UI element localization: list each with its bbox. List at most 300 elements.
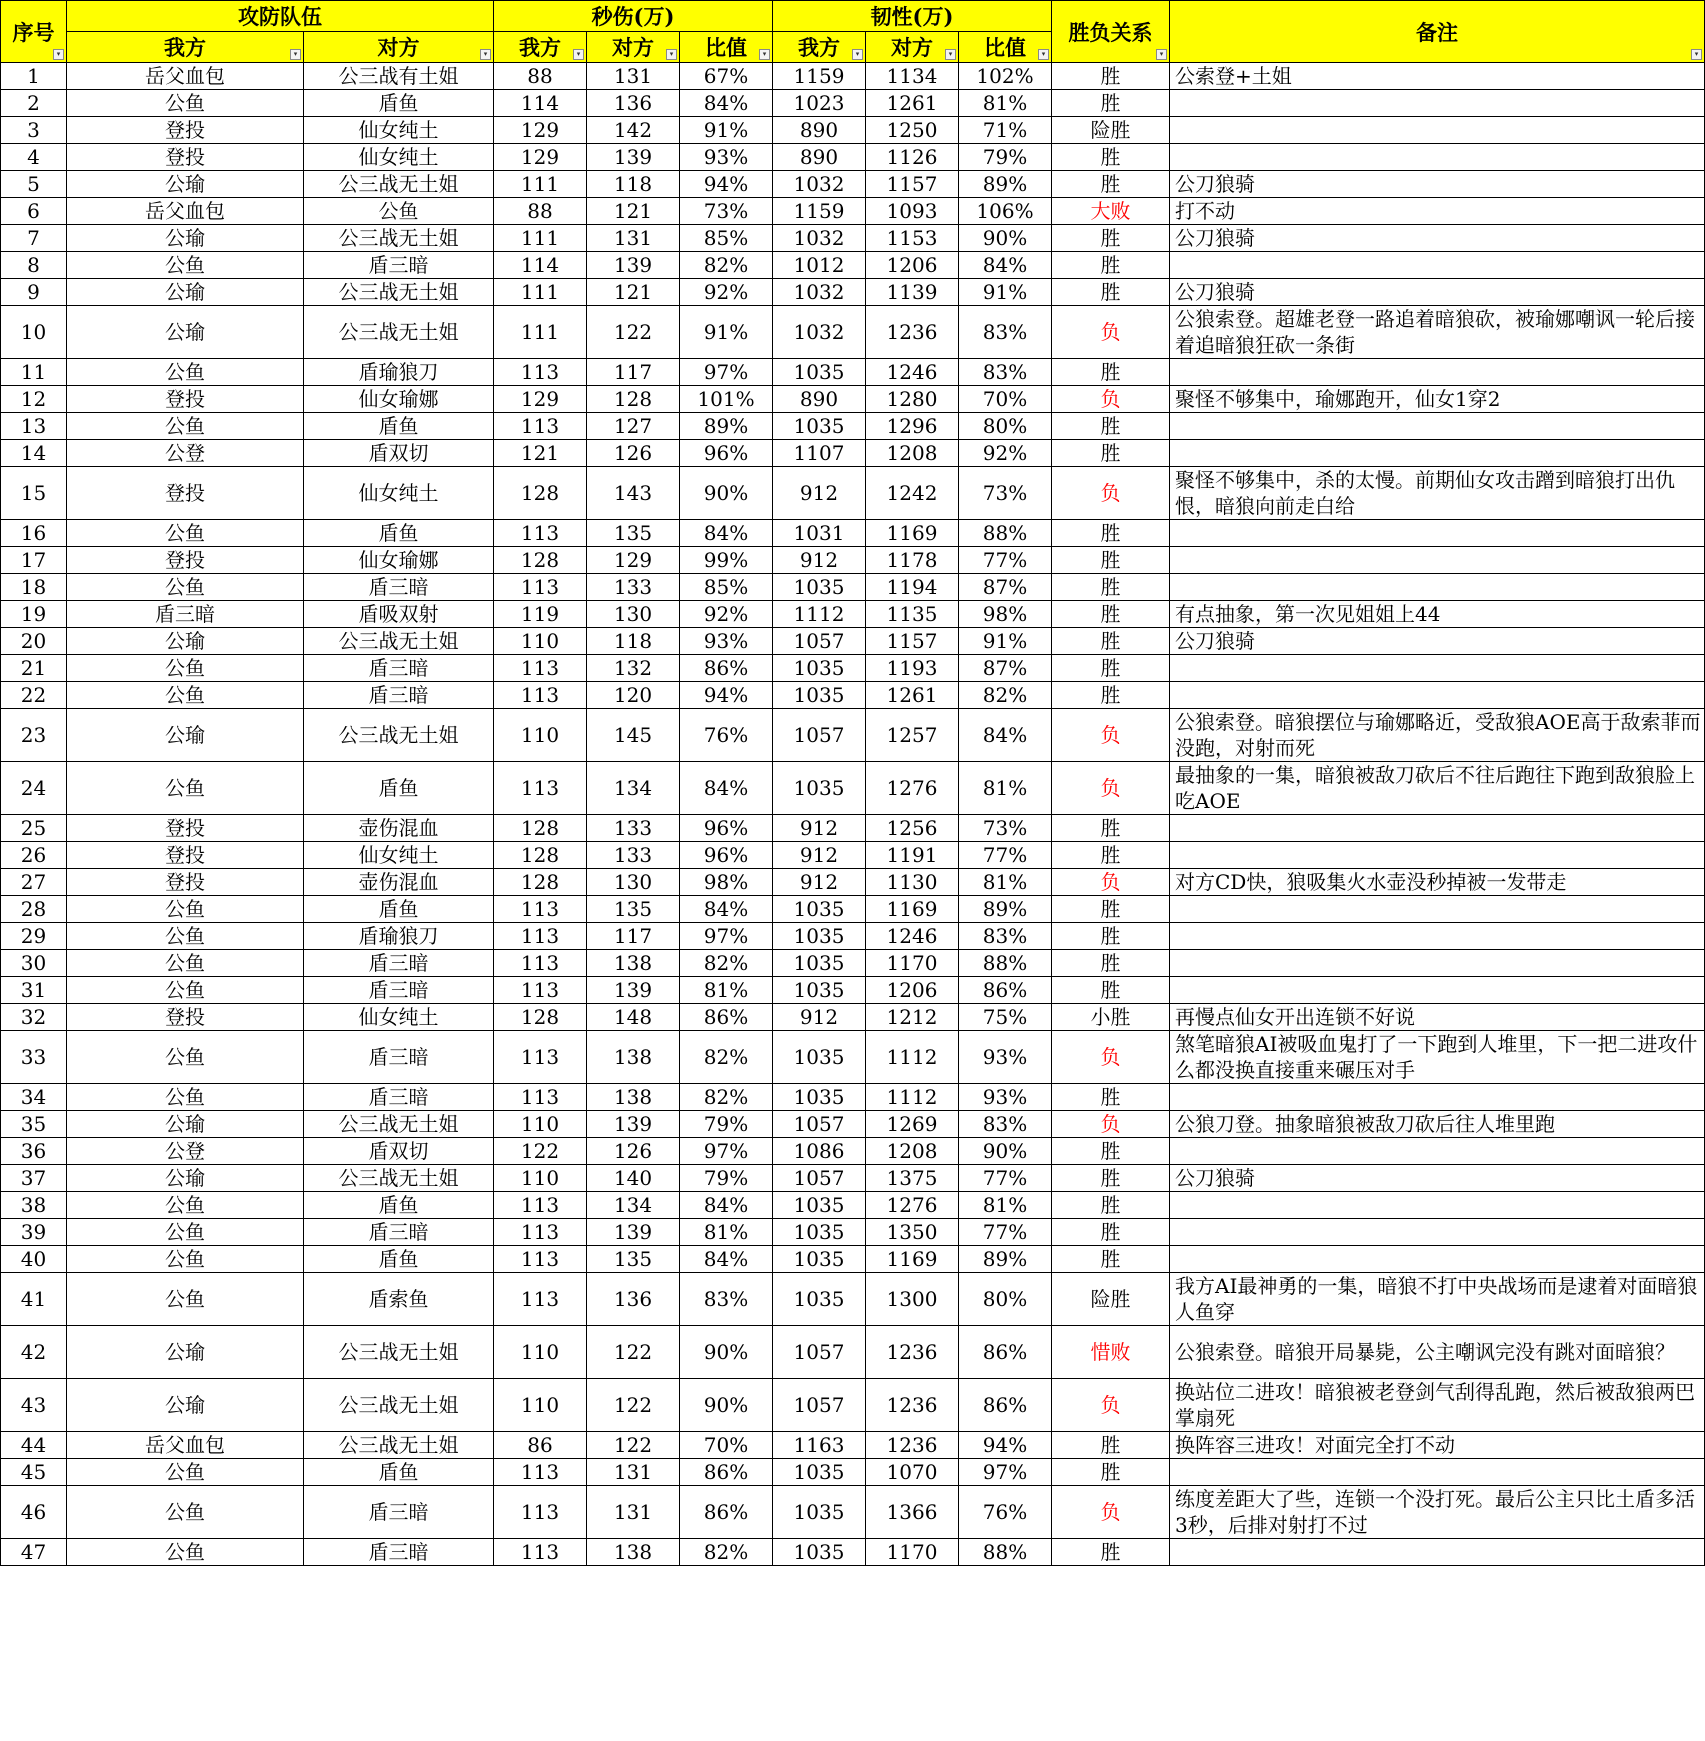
cell-index[interactable]: 1 (1, 63, 67, 90)
cell-enemy-dps[interactable]: 138 (587, 1539, 680, 1566)
cell-dps-ratio[interactable]: 79% (680, 1165, 773, 1192)
cell-my-dps[interactable]: 128 (494, 869, 587, 896)
cell-dps-ratio[interactable]: 90% (680, 467, 773, 520)
cell-enemy-toughness[interactable]: 1296 (866, 413, 959, 440)
cell-result[interactable]: 大败 (1052, 198, 1170, 225)
cell-my-dps[interactable]: 113 (494, 1459, 587, 1486)
cell-dps-ratio[interactable]: 81% (680, 977, 773, 1004)
cell-my-team[interactable]: 公鱼 (67, 520, 304, 547)
cell-result[interactable]: 胜 (1052, 413, 1170, 440)
cell-index[interactable]: 15 (1, 467, 67, 520)
cell-result[interactable]: 胜 (1052, 574, 1170, 601)
cell-enemy-dps[interactable]: 139 (587, 144, 680, 171)
header-tough-theirs[interactable]: 对方 ▾ (866, 32, 959, 63)
cell-enemy-dps[interactable]: 138 (587, 950, 680, 977)
cell-my-team[interactable]: 岳父血包 (67, 63, 304, 90)
cell-dps-ratio[interactable]: 96% (680, 815, 773, 842)
cell-my-team[interactable]: 岳父血包 (67, 1432, 304, 1459)
cell-enemy-toughness[interactable]: 1280 (866, 386, 959, 413)
cell-dps-ratio[interactable]: 70% (680, 1432, 773, 1459)
cell-enemy-team[interactable]: 盾三暗 (304, 1219, 494, 1246)
cell-enemy-toughness[interactable]: 1208 (866, 440, 959, 467)
cell-toughness-ratio[interactable]: 87% (959, 574, 1052, 601)
cell-index[interactable]: 43 (1, 1379, 67, 1432)
cell-my-team[interactable]: 登投 (67, 842, 304, 869)
cell-index[interactable]: 38 (1, 1192, 67, 1219)
cell-enemy-dps[interactable]: 135 (587, 896, 680, 923)
cell-enemy-toughness[interactable]: 1093 (866, 198, 959, 225)
cell-my-dps[interactable]: 86 (494, 1432, 587, 1459)
header-tough-ratio[interactable]: 比值 ▾ (959, 32, 1052, 63)
cell-my-toughness[interactable]: 1086 (773, 1138, 866, 1165)
cell-toughness-ratio[interactable]: 98% (959, 601, 1052, 628)
cell-my-team[interactable]: 公瑜 (67, 1326, 304, 1379)
cell-my-dps[interactable]: 113 (494, 359, 587, 386)
cell-enemy-team[interactable]: 盾双切 (304, 440, 494, 467)
cell-dps-ratio[interactable]: 96% (680, 842, 773, 869)
cell-enemy-toughness[interactable]: 1261 (866, 90, 959, 117)
cell-toughness-ratio[interactable]: 90% (959, 1138, 1052, 1165)
cell-result[interactable]: 胜 (1052, 950, 1170, 977)
cell-my-toughness[interactable]: 1035 (773, 1084, 866, 1111)
cell-my-team[interactable]: 登投 (67, 144, 304, 171)
cell-toughness-ratio[interactable]: 81% (959, 869, 1052, 896)
cell-result[interactable]: 胜 (1052, 144, 1170, 171)
cell-dps-ratio[interactable]: 86% (680, 1486, 773, 1539)
cell-enemy-dps[interactable]: 139 (587, 1219, 680, 1246)
cell-index[interactable]: 19 (1, 601, 67, 628)
cell-note[interactable]: 聚怪不够集中，杀的太慢。前期仙女攻击蹭到暗狼打出仇恨，暗狼向前走白给 (1170, 467, 1705, 520)
cell-result[interactable]: 胜 (1052, 682, 1170, 709)
cell-enemy-dps[interactable]: 139 (587, 977, 680, 1004)
cell-note[interactable] (1170, 90, 1705, 117)
cell-index[interactable]: 28 (1, 896, 67, 923)
cell-note[interactable] (1170, 440, 1705, 467)
cell-enemy-team[interactable]: 仙女瑜娜 (304, 547, 494, 574)
cell-toughness-ratio[interactable]: 81% (959, 762, 1052, 815)
cell-enemy-team[interactable]: 公三战无土姐 (304, 225, 494, 252)
cell-note[interactable] (1170, 842, 1705, 869)
cell-note[interactable]: 换阵容三进攻！对面完全打不动 (1170, 1432, 1705, 1459)
cell-enemy-dps[interactable]: 127 (587, 413, 680, 440)
cell-dps-ratio[interactable]: 97% (680, 359, 773, 386)
cell-my-toughness[interactable]: 1023 (773, 90, 866, 117)
cell-my-team[interactable]: 公鱼 (67, 1246, 304, 1273)
cell-note[interactable] (1170, 413, 1705, 440)
cell-index[interactable]: 18 (1, 574, 67, 601)
cell-my-team[interactable]: 登投 (67, 386, 304, 413)
cell-my-dps[interactable]: 113 (494, 1031, 587, 1084)
cell-enemy-team[interactable]: 盾双切 (304, 1138, 494, 1165)
cell-enemy-dps[interactable]: 131 (587, 1486, 680, 1539)
cell-enemy-toughness[interactable]: 1242 (866, 467, 959, 520)
filter-dropdown-icon[interactable]: ▾ (573, 49, 584, 60)
cell-my-team[interactable]: 公瑜 (67, 171, 304, 198)
cell-index[interactable]: 5 (1, 171, 67, 198)
cell-note[interactable]: 公刀狼骑 (1170, 628, 1705, 655)
cell-enemy-dps[interactable]: 129 (587, 547, 680, 574)
cell-my-team[interactable]: 公瑜 (67, 709, 304, 762)
cell-enemy-toughness[interactable]: 1112 (866, 1084, 959, 1111)
cell-index[interactable]: 20 (1, 628, 67, 655)
cell-my-toughness[interactable]: 1107 (773, 440, 866, 467)
filter-dropdown-icon[interactable]: ▾ (759, 49, 770, 60)
cell-my-team[interactable]: 公瑜 (67, 1379, 304, 1432)
cell-dps-ratio[interactable]: 86% (680, 655, 773, 682)
cell-my-toughness[interactable]: 1035 (773, 359, 866, 386)
cell-note[interactable]: 最抽象的一集，暗狼被敌刀砍后不往后跑往下跑到敌狼脸上吃AOE (1170, 762, 1705, 815)
cell-index[interactable]: 35 (1, 1111, 67, 1138)
cell-my-team[interactable]: 公鱼 (67, 1486, 304, 1539)
cell-enemy-dps[interactable]: 138 (587, 1084, 680, 1111)
cell-enemy-toughness[interactable]: 1112 (866, 1031, 959, 1084)
cell-my-toughness[interactable]: 1032 (773, 279, 866, 306)
cell-index[interactable]: 4 (1, 144, 67, 171)
cell-enemy-toughness[interactable]: 1194 (866, 574, 959, 601)
cell-my-team[interactable]: 公鱼 (67, 1031, 304, 1084)
cell-dps-ratio[interactable]: 81% (680, 1219, 773, 1246)
cell-enemy-team[interactable]: 盾鱼 (304, 1246, 494, 1273)
cell-my-toughness[interactable]: 1057 (773, 1111, 866, 1138)
cell-toughness-ratio[interactable]: 83% (959, 359, 1052, 386)
cell-result[interactable]: 负 (1052, 386, 1170, 413)
cell-note[interactable]: 换站位二进攻！暗狼被老登剑气刮得乱跑，然后被敌狼两巴掌扇死 (1170, 1379, 1705, 1432)
cell-toughness-ratio[interactable]: 91% (959, 279, 1052, 306)
cell-enemy-team[interactable]: 盾鱼 (304, 413, 494, 440)
cell-enemy-team[interactable]: 仙女纯土 (304, 467, 494, 520)
cell-index[interactable]: 16 (1, 520, 67, 547)
cell-index[interactable]: 8 (1, 252, 67, 279)
cell-index[interactable]: 36 (1, 1138, 67, 1165)
cell-my-dps[interactable]: 113 (494, 520, 587, 547)
cell-dps-ratio[interactable]: 84% (680, 896, 773, 923)
cell-index[interactable]: 14 (1, 440, 67, 467)
cell-toughness-ratio[interactable]: 89% (959, 1246, 1052, 1273)
cell-my-dps[interactable]: 114 (494, 90, 587, 117)
cell-my-toughness[interactable]: 912 (773, 1004, 866, 1031)
cell-my-toughness[interactable]: 912 (773, 547, 866, 574)
cell-dps-ratio[interactable]: 96% (680, 440, 773, 467)
cell-my-team[interactable]: 登投 (67, 869, 304, 896)
cell-enemy-toughness[interactable]: 1300 (866, 1273, 959, 1326)
cell-enemy-dps[interactable]: 128 (587, 386, 680, 413)
cell-dps-ratio[interactable]: 84% (680, 1192, 773, 1219)
cell-toughness-ratio[interactable]: 84% (959, 709, 1052, 762)
cell-my-toughness[interactable]: 1031 (773, 520, 866, 547)
cell-my-toughness[interactable]: 1057 (773, 1326, 866, 1379)
cell-enemy-toughness[interactable]: 1157 (866, 171, 959, 198)
cell-my-toughness[interactable]: 912 (773, 815, 866, 842)
cell-my-toughness[interactable]: 1012 (773, 252, 866, 279)
cell-enemy-toughness[interactable]: 1169 (866, 1246, 959, 1273)
cell-enemy-toughness[interactable]: 1170 (866, 1539, 959, 1566)
cell-enemy-toughness[interactable]: 1246 (866, 923, 959, 950)
cell-dps-ratio[interactable]: 85% (680, 574, 773, 601)
cell-toughness-ratio[interactable]: 89% (959, 896, 1052, 923)
cell-enemy-toughness[interactable]: 1206 (866, 977, 959, 1004)
cell-dps-ratio[interactable]: 92% (680, 601, 773, 628)
cell-index[interactable]: 30 (1, 950, 67, 977)
cell-enemy-team[interactable]: 仙女瑜娜 (304, 386, 494, 413)
cell-result[interactable]: 胜 (1052, 359, 1170, 386)
cell-note[interactable]: 公索登+土姐 (1170, 63, 1705, 90)
cell-my-toughness[interactable]: 1035 (773, 896, 866, 923)
cell-dps-ratio[interactable]: 97% (680, 923, 773, 950)
cell-my-dps[interactable]: 111 (494, 225, 587, 252)
cell-enemy-team[interactable]: 仙女纯土 (304, 144, 494, 171)
cell-enemy-dps[interactable]: 136 (587, 1273, 680, 1326)
cell-enemy-dps[interactable]: 148 (587, 1004, 680, 1031)
cell-note[interactable] (1170, 655, 1705, 682)
cell-index[interactable]: 33 (1, 1031, 67, 1084)
cell-my-team[interactable]: 公鱼 (67, 252, 304, 279)
cell-index[interactable]: 9 (1, 279, 67, 306)
cell-my-toughness[interactable]: 1035 (773, 1273, 866, 1326)
cell-enemy-toughness[interactable]: 1246 (866, 359, 959, 386)
cell-enemy-dps[interactable]: 117 (587, 359, 680, 386)
cell-enemy-toughness[interactable]: 1366 (866, 1486, 959, 1539)
cell-my-toughness[interactable]: 1057 (773, 1379, 866, 1432)
cell-my-team[interactable]: 公鱼 (67, 896, 304, 923)
cell-note[interactable]: 公刀狼骑 (1170, 279, 1705, 306)
cell-index[interactable]: 40 (1, 1246, 67, 1273)
cell-toughness-ratio[interactable]: 81% (959, 1192, 1052, 1219)
cell-my-team[interactable]: 公鱼 (67, 1219, 304, 1246)
cell-my-toughness[interactable]: 912 (773, 842, 866, 869)
cell-dps-ratio[interactable]: 89% (680, 413, 773, 440)
cell-my-team[interactable]: 公鱼 (67, 1192, 304, 1219)
cell-enemy-dps[interactable]: 131 (587, 63, 680, 90)
cell-result[interactable]: 胜 (1052, 1084, 1170, 1111)
cell-enemy-team[interactable]: 仙女纯土 (304, 842, 494, 869)
cell-result[interactable]: 胜 (1052, 63, 1170, 90)
filter-dropdown-icon[interactable]: ▾ (290, 49, 301, 60)
cell-toughness-ratio[interactable]: 90% (959, 225, 1052, 252)
cell-enemy-dps[interactable]: 120 (587, 682, 680, 709)
cell-my-dps[interactable]: 111 (494, 306, 587, 359)
cell-enemy-dps[interactable]: 138 (587, 1031, 680, 1084)
cell-enemy-team[interactable]: 盾三暗 (304, 682, 494, 709)
cell-enemy-team[interactable]: 盾三暗 (304, 1031, 494, 1084)
cell-my-toughness[interactable]: 912 (773, 467, 866, 520)
cell-enemy-team[interactable]: 公三战无土姐 (304, 171, 494, 198)
cell-dps-ratio[interactable]: 98% (680, 869, 773, 896)
header-dps-mine[interactable]: 我方 ▾ (494, 32, 587, 63)
cell-dps-ratio[interactable]: 93% (680, 628, 773, 655)
cell-my-dps[interactable]: 111 (494, 279, 587, 306)
cell-enemy-dps[interactable]: 135 (587, 1246, 680, 1273)
cell-toughness-ratio[interactable]: 76% (959, 1486, 1052, 1539)
cell-index[interactable]: 42 (1, 1326, 67, 1379)
cell-my-team[interactable]: 公瑜 (67, 225, 304, 252)
cell-enemy-dps[interactable]: 139 (587, 1111, 680, 1138)
header-tough-mine[interactable]: 我方 ▾ (773, 32, 866, 63)
cell-note[interactable]: 公狼索登。暗狼摆位与瑜娜略近，受敌狼AOE高于敌索菲而没跑，对射而死 (1170, 709, 1705, 762)
cell-note[interactable] (1170, 144, 1705, 171)
cell-toughness-ratio[interactable]: 97% (959, 1459, 1052, 1486)
cell-enemy-team[interactable]: 盾三暗 (304, 655, 494, 682)
cell-index[interactable]: 26 (1, 842, 67, 869)
cell-enemy-dps[interactable]: 126 (587, 440, 680, 467)
cell-my-team[interactable]: 登投 (67, 815, 304, 842)
cell-index[interactable]: 11 (1, 359, 67, 386)
cell-note[interactable] (1170, 950, 1705, 977)
cell-my-team[interactable]: 登投 (67, 117, 304, 144)
cell-my-toughness[interactable]: 1035 (773, 1539, 866, 1566)
cell-index[interactable]: 29 (1, 923, 67, 950)
cell-enemy-team[interactable]: 盾鱼 (304, 896, 494, 923)
cell-my-dps[interactable]: 88 (494, 63, 587, 90)
cell-my-team[interactable]: 公鱼 (67, 1084, 304, 1111)
cell-enemy-team[interactable]: 公鱼 (304, 198, 494, 225)
cell-note[interactable]: 公刀狼骑 (1170, 171, 1705, 198)
cell-enemy-dps[interactable]: 142 (587, 117, 680, 144)
cell-toughness-ratio[interactable]: 88% (959, 950, 1052, 977)
cell-note[interactable] (1170, 923, 1705, 950)
cell-result[interactable]: 胜 (1052, 1539, 1170, 1566)
cell-enemy-dps[interactable]: 131 (587, 1459, 680, 1486)
cell-enemy-toughness[interactable]: 1139 (866, 279, 959, 306)
cell-enemy-team[interactable]: 盾三暗 (304, 977, 494, 1004)
cell-enemy-dps[interactable]: 140 (587, 1165, 680, 1192)
cell-enemy-team[interactable]: 盾三暗 (304, 252, 494, 279)
cell-result[interactable]: 胜 (1052, 252, 1170, 279)
cell-result[interactable]: 负 (1052, 762, 1170, 815)
cell-result[interactable]: 胜 (1052, 1192, 1170, 1219)
cell-toughness-ratio[interactable]: 77% (959, 1165, 1052, 1192)
cell-note[interactable] (1170, 682, 1705, 709)
cell-enemy-team[interactable]: 公三战有土姐 (304, 63, 494, 90)
cell-my-dps[interactable]: 110 (494, 1165, 587, 1192)
cell-my-dps[interactable]: 110 (494, 1379, 587, 1432)
cell-my-dps[interactable]: 128 (494, 547, 587, 574)
cell-note[interactable] (1170, 1539, 1705, 1566)
cell-enemy-team[interactable]: 盾三暗 (304, 950, 494, 977)
cell-result[interactable]: 小胜 (1052, 1004, 1170, 1031)
cell-enemy-toughness[interactable]: 1250 (866, 117, 959, 144)
cell-enemy-toughness[interactable]: 1191 (866, 842, 959, 869)
cell-index[interactable]: 24 (1, 762, 67, 815)
cell-enemy-team[interactable]: 公三战无土姐 (304, 279, 494, 306)
cell-my-dps[interactable]: 113 (494, 682, 587, 709)
cell-result[interactable]: 胜 (1052, 1165, 1170, 1192)
cell-dps-ratio[interactable]: 91% (680, 306, 773, 359)
cell-enemy-team[interactable]: 公三战无土姐 (304, 709, 494, 762)
cell-my-dps[interactable]: 110 (494, 709, 587, 762)
cell-my-dps[interactable]: 113 (494, 950, 587, 977)
cell-result[interactable]: 胜 (1052, 601, 1170, 628)
cell-my-dps[interactable]: 113 (494, 1192, 587, 1219)
cell-dps-ratio[interactable]: 90% (680, 1379, 773, 1432)
cell-my-team[interactable]: 盾三暗 (67, 601, 304, 628)
cell-enemy-team[interactable]: 盾鱼 (304, 90, 494, 117)
cell-my-toughness[interactable]: 1163 (773, 1432, 866, 1459)
cell-my-team[interactable]: 公鱼 (67, 574, 304, 601)
cell-my-team[interactable]: 公鱼 (67, 762, 304, 815)
cell-toughness-ratio[interactable]: 102% (959, 63, 1052, 90)
cell-my-team[interactable]: 公鱼 (67, 1539, 304, 1566)
cell-enemy-dps[interactable]: 145 (587, 709, 680, 762)
cell-my-team[interactable]: 公鱼 (67, 923, 304, 950)
cell-note[interactable]: 公狼索登。暗狼开局暴毙，公主嘲讽完没有跳对面暗狼？ (1170, 1326, 1705, 1379)
filter-dropdown-icon[interactable]: ▾ (53, 49, 64, 60)
cell-dps-ratio[interactable]: 84% (680, 762, 773, 815)
cell-enemy-team[interactable]: 公三战无土姐 (304, 306, 494, 359)
cell-my-team[interactable]: 公鱼 (67, 682, 304, 709)
cell-dps-ratio[interactable]: 92% (680, 279, 773, 306)
cell-enemy-toughness[interactable]: 1236 (866, 306, 959, 359)
cell-index[interactable]: 21 (1, 655, 67, 682)
filter-dropdown-icon[interactable]: ▾ (480, 49, 491, 60)
cell-result[interactable]: 惜败 (1052, 1326, 1170, 1379)
cell-my-toughness[interactable]: 1035 (773, 762, 866, 815)
cell-my-toughness[interactable]: 1032 (773, 225, 866, 252)
cell-enemy-dps[interactable]: 122 (587, 1326, 680, 1379)
cell-result[interactable]: 险胜 (1052, 117, 1170, 144)
cell-toughness-ratio[interactable]: 86% (959, 1326, 1052, 1379)
cell-dps-ratio[interactable]: 86% (680, 1004, 773, 1031)
cell-my-team[interactable]: 登投 (67, 467, 304, 520)
cell-my-toughness[interactable]: 1032 (773, 306, 866, 359)
cell-result[interactable]: 胜 (1052, 440, 1170, 467)
cell-my-dps[interactable]: 113 (494, 896, 587, 923)
cell-dps-ratio[interactable]: 90% (680, 1326, 773, 1379)
cell-result[interactable]: 险胜 (1052, 1273, 1170, 1326)
cell-enemy-toughness[interactable]: 1261 (866, 682, 959, 709)
cell-toughness-ratio[interactable]: 82% (959, 682, 1052, 709)
cell-enemy-dps[interactable]: 139 (587, 252, 680, 279)
cell-enemy-team[interactable]: 仙女纯土 (304, 117, 494, 144)
cell-my-team[interactable]: 公瑜 (67, 1111, 304, 1138)
cell-enemy-toughness[interactable]: 1269 (866, 1111, 959, 1138)
cell-enemy-dps[interactable]: 133 (587, 842, 680, 869)
cell-note[interactable]: 聚怪不够集中，瑜娜跑开，仙女1穿2 (1170, 386, 1705, 413)
cell-my-dps[interactable]: 113 (494, 1084, 587, 1111)
cell-note[interactable] (1170, 547, 1705, 574)
cell-enemy-toughness[interactable]: 1170 (866, 950, 959, 977)
cell-result[interactable]: 负 (1052, 1111, 1170, 1138)
cell-result[interactable]: 负 (1052, 1379, 1170, 1432)
cell-index[interactable]: 2 (1, 90, 67, 117)
cell-enemy-dps[interactable]: 134 (587, 1192, 680, 1219)
cell-toughness-ratio[interactable]: 93% (959, 1031, 1052, 1084)
cell-dps-ratio[interactable]: 82% (680, 252, 773, 279)
cell-my-dps[interactable]: 129 (494, 144, 587, 171)
cell-index[interactable]: 7 (1, 225, 67, 252)
cell-my-dps[interactable]: 121 (494, 440, 587, 467)
cell-enemy-dps[interactable]: 126 (587, 1138, 680, 1165)
cell-result[interactable]: 胜 (1052, 1246, 1170, 1273)
cell-enemy-dps[interactable]: 143 (587, 467, 680, 520)
cell-my-dps[interactable]: 128 (494, 842, 587, 869)
cell-enemy-team[interactable]: 盾鱼 (304, 1459, 494, 1486)
cell-my-dps[interactable]: 113 (494, 574, 587, 601)
cell-my-dps[interactable]: 128 (494, 467, 587, 520)
cell-enemy-toughness[interactable]: 1169 (866, 896, 959, 923)
cell-enemy-team[interactable]: 盾三暗 (304, 1486, 494, 1539)
cell-my-toughness[interactable]: 1159 (773, 198, 866, 225)
cell-note[interactable] (1170, 977, 1705, 1004)
cell-toughness-ratio[interactable]: 83% (959, 1111, 1052, 1138)
cell-note[interactable]: 公狼刀登。抽象暗狼被敌刀砍后往人堆里跑 (1170, 1111, 1705, 1138)
header-dps-ratio[interactable]: 比值 ▾ (680, 32, 773, 63)
cell-enemy-team[interactable]: 公三战无土姐 (304, 1111, 494, 1138)
header-teams-mine[interactable]: 我方 ▾ (67, 32, 304, 63)
cell-index[interactable]: 12 (1, 386, 67, 413)
cell-result[interactable]: 胜 (1052, 225, 1170, 252)
cell-my-toughness[interactable]: 1035 (773, 413, 866, 440)
filter-dropdown-icon[interactable]: ▾ (1038, 49, 1049, 60)
